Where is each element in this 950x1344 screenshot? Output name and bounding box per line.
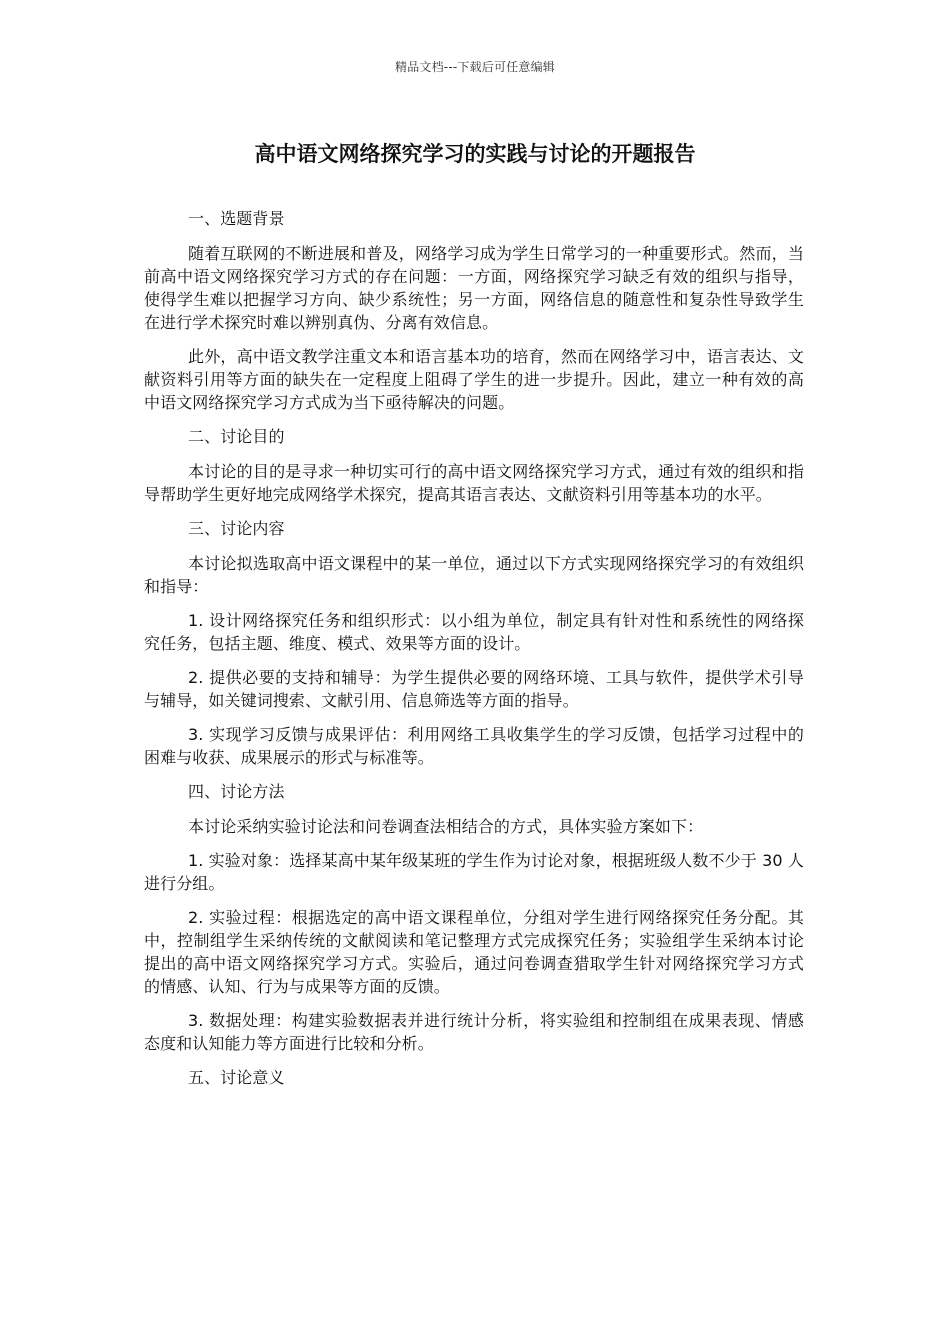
section-heading-content: 三、讨论内容 — [188, 519, 285, 538]
list-item: 2. 实验过程：根据选定的高中语文课程单位，分组对学生进行网络探究任务分配。其中，控制组学生采纳传统的文献阅读和笔记整理方式完成探究任务；实验组学生采纳本讨论提出的高中语文网络探究学习方式。实验后，通过问卷调查猎取学生针对网络探究学习方式的情感、认知、行为与成果等方面的反馈。 — [144, 908, 804, 996]
list-item: 1. 设计网络探究任务和组织形式：以小组为单位，制定具有针对性和系统性的网络探究任务，包括主题、维度、模式、效果等方面的设计。 — [144, 611, 804, 653]
list-item: 1. 实验对象：选择某高中某年级某班的学生作为讨论对象，根据班级人数不少于 30 人进行分组。 — [144, 851, 804, 893]
header-note: 精品文档---下载后可任意编辑 — [395, 60, 555, 74]
list-item: 3. 实现学习反馈与成果评估：利用网络工具收集学生的学习反馈，包括学习过程中的困难与收获、成果展示的形式与标准等。 — [144, 725, 804, 767]
paragraph: 本讨论的目的是寻求一种切实可行的高中语文网络探究学习方式，通过有效的组织和指导帮助学生更好地完成网络学术探究，提高其语言表达、文献资料引用等基本功的水平。 — [144, 462, 804, 504]
document-body — [144, 207, 804, 1101]
paragraph: 本讨论采纳实验讨论法和问卷调查法相结合的方式，具体实验方案如下： — [188, 817, 704, 836]
paragraph: 随着互联网的不断进展和普及，网络学习成为学生日常学习的一种重要形式。然而，当前高中语文网络探究学习方式的存在问题：一方面，网络探究学习缺乏有效的组织与指导，使得学生难以把握学习方向、缺少系统性；另一方面，网络信息的随意性和复杂性导致学生在进行学术探究时难以辨别真伪、分离有效信息。 — [144, 244, 804, 332]
section-heading-background: 一、选题背景 — [188, 209, 285, 228]
section-heading-purpose: 二、讨论目的 — [188, 427, 285, 446]
list-item: 2. 提供必要的支持和辅导：为学生提供必要的网络环境、工具与软件，提供学术引导与辅导，如关键词搜索、文献引用、信息筛选等方面的指导。 — [144, 668, 804, 710]
paragraph: 本讨论拟选取高中语文课程中的某一单位，通过以下方式实现网络探究学习的有效组织和指导： — [144, 554, 804, 596]
document-title: 高中语文网络探究学习的实践与讨论的开题报告 — [254, 142, 696, 166]
section-heading-significance: 五、讨论意义 — [188, 1068, 285, 1087]
paragraph: 此外，高中语文教学注重文本和语言基本功的培育，然而在网络学习中，语言表达、文献资料引用等方面的缺失在一定程度上阻碍了学生的进一步提升。因此，建立一种有效的高中语文网络探究学习方式成为当下亟待解决的问题。 — [144, 347, 804, 412]
list-item: 3. 数据处理：构建实验数据表并进行统计分析，将实验组和控制组在成果表现、情感态度和认知能力等方面进行比较和分析。 — [144, 1011, 804, 1053]
section-heading-method: 四、讨论方法 — [188, 782, 285, 801]
